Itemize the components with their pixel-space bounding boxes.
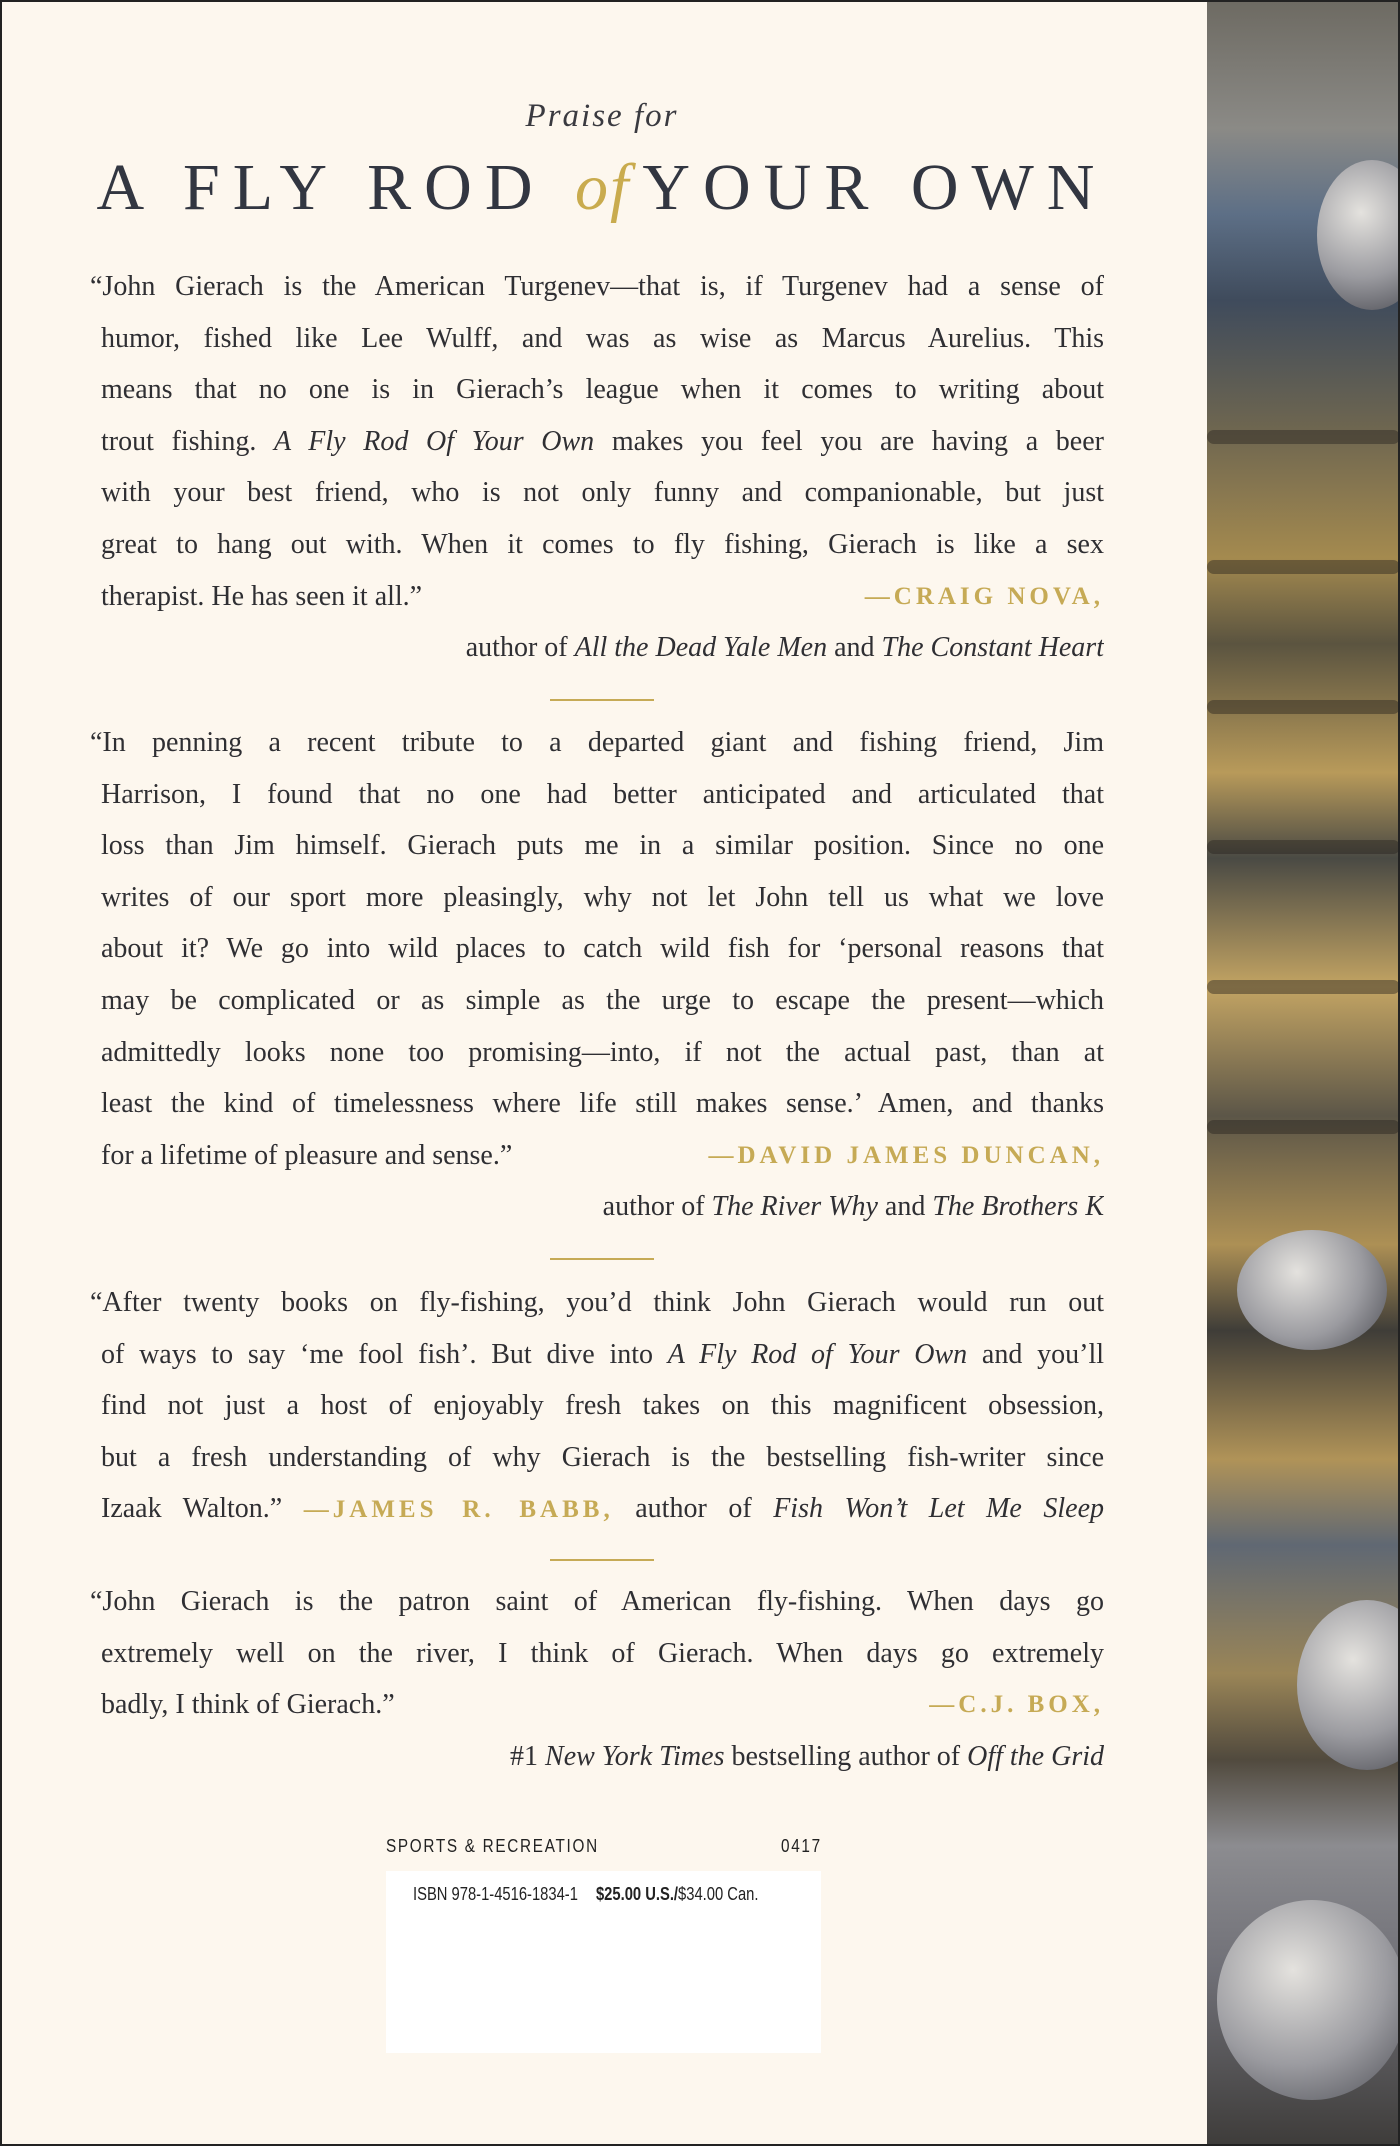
text-run: author of (602, 1191, 712, 1223)
book-title-italic: Fish Won’t Let Me Sleep (773, 1493, 1104, 1525)
blurb-author-credit (101, 1731, 1104, 1783)
category-label: SPORTS & RECREATION (386, 1836, 599, 1856)
blurb-line (101, 1027, 1104, 1079)
text-run: bestselling author of (724, 1740, 968, 1772)
blurb-line (101, 872, 1104, 924)
text-run: #1 (510, 1740, 546, 1772)
text-run: great to hang out with. When it comes to fly fishing, Gierach is like a sex (101, 528, 1104, 560)
book-title-italic: New York Times (545, 1740, 725, 1772)
text-run: “After twenty books on fly-fishing, you’d think John Gierach would run out (90, 1287, 1104, 1318)
text-run: may be complicated or as simple as the urge to escape the present—which (101, 984, 1104, 1016)
blurb-line (101, 1483, 1104, 1535)
blurb-line (101, 519, 1104, 571)
text-run: makes you feel you are having a beer (594, 425, 1104, 457)
blurb-line (101, 416, 1104, 468)
text-run: therapist. He has seen it all.” (101, 580, 423, 612)
blurb-attribution: —DAVID JAMES DUNCAN, (708, 1141, 1104, 1169)
blurb-text (101, 1130, 512, 1182)
blurb-line (90, 717, 1104, 769)
blurb-quote (90, 1576, 1104, 1782)
blurb-line (101, 1130, 1104, 1182)
divider-rule (550, 1559, 654, 1561)
title-part: YOUR OWN (642, 151, 1108, 224)
text-run: “John Gierach is the patron saint of American fly-fishing. When days go (90, 1586, 1104, 1617)
text-run: and (827, 632, 882, 664)
blurb-line (101, 769, 1104, 821)
blurb-quote (90, 717, 1104, 1233)
text-run: but a fresh understanding of why Gierach is the bestselling fish-writer since (101, 1441, 1104, 1473)
text-run: “In penning a recent tribute to a departed giant and fishing friend, Jim (90, 727, 1104, 758)
book-title-italic: A Fly Rod Of Your Own (274, 425, 595, 457)
text-run: Izaak Walton.” (101, 1493, 304, 1525)
divider-rule (550, 699, 654, 701)
blurb-text (101, 1679, 395, 1731)
text-run: with your best friend, who is not only funny and companionable, but just (101, 477, 1104, 509)
isbn-price-line (413, 1884, 758, 1905)
blurb-line (90, 261, 1104, 313)
text-run: extremely well on the river, I think of Gierach. When days go extremely (101, 1637, 1104, 1669)
book-title-italic: All the Dead Yale Men (574, 632, 828, 664)
book-title-italic: The Brothers K (932, 1191, 1104, 1223)
category-code: 0417 (781, 1836, 822, 1856)
book-title-italic: The River Why (711, 1191, 878, 1223)
text-run: writes of our sport more pleasingly, why not let John tell us what we love (101, 881, 1104, 913)
text-run: author of (613, 1493, 774, 1525)
blurb-line (101, 1078, 1104, 1130)
text-run: means that no one is in Gierach’s league when it comes to writing about (101, 374, 1104, 406)
blurb-line (101, 1432, 1104, 1484)
text-run: admittedly looks none too promising—into, if not the actual past, than at (101, 1036, 1104, 1068)
blurb-line (101, 467, 1104, 519)
text-run: and you’ll (967, 1338, 1104, 1370)
text-run: of ways to say ‘me fool fish’. But dive into (101, 1338, 668, 1370)
blurb-attribution: —CRAIG NOVA, (864, 582, 1104, 610)
text-run: and (877, 1191, 933, 1223)
price-can: $34.00 Can. (678, 1884, 759, 1904)
price-us: $25.00 U.S./ (595, 1884, 679, 1904)
blurb-quote (90, 1277, 1104, 1535)
text-run: badly, I think of Gierach.” (101, 1689, 395, 1721)
blurb-author-credit (101, 622, 1104, 674)
blurb-attribution: —JAMES R. BABB, (303, 1496, 614, 1524)
isbn: ISBN 978-1-4516-1834-1 (413, 1884, 578, 1904)
blurb-line (90, 1277, 1104, 1329)
book-title-italic: A Fly Rod of Your Own (667, 1338, 968, 1370)
blurb-line (101, 923, 1104, 975)
blurb-line (101, 820, 1104, 872)
text-run: humor, fished like Lee Wulff, and was as wise as Marcus Aurelius. This (101, 322, 1104, 354)
text-run: find not just a host of enjoyably fresh takes on this magnificent obsession, (101, 1390, 1104, 1422)
blurb-text (101, 571, 422, 623)
book-title-italic: The Constant Heart (881, 632, 1104, 664)
blurb-line (101, 1329, 1104, 1381)
text-run: about it? We go into wild places to catch wild fish for ‘personal reasons that (101, 933, 1104, 965)
blurb-line (90, 1576, 1104, 1628)
text-run: for a lifetime of pleasure and sense.” (101, 1139, 513, 1171)
text-run: loss than Jim himself. Gierach puts me in a similar position. Since no one (101, 830, 1104, 862)
cover-painting-river (1207, 0, 1400, 2146)
blurb-line (101, 571, 1104, 623)
blurb-line (101, 1679, 1104, 1731)
blurb-author-credit (101, 1181, 1104, 1233)
text-run: “John Gierach is the American Turgenev—that is, if Turgenev had a sense of (90, 271, 1104, 302)
title-part: A FLY ROD (96, 151, 546, 224)
text-run: Harrison, I found that no one had better anticipated and articulated that (101, 778, 1104, 810)
blurb-attribution: —C.J. BOX, (929, 1691, 1104, 1719)
praise-for-heading: Praise for (525, 98, 679, 134)
blurb-quote (90, 261, 1104, 674)
blurb-line (101, 1628, 1104, 1680)
text-run: author of (465, 632, 575, 664)
blurb-line (101, 313, 1104, 365)
blurb-line (101, 975, 1104, 1027)
blurb-line (101, 1380, 1104, 1432)
text-run: least the kind of timelessness where life still makes sense.’ Amen, and thanks (101, 1088, 1104, 1120)
book-title (0, 150, 1204, 226)
title-of: of (575, 151, 631, 224)
text-run: trout fishing. (101, 425, 274, 457)
book-title-italic: Off the Grid (967, 1740, 1104, 1772)
blurb-line (101, 364, 1104, 416)
divider-rule (550, 1258, 654, 1260)
